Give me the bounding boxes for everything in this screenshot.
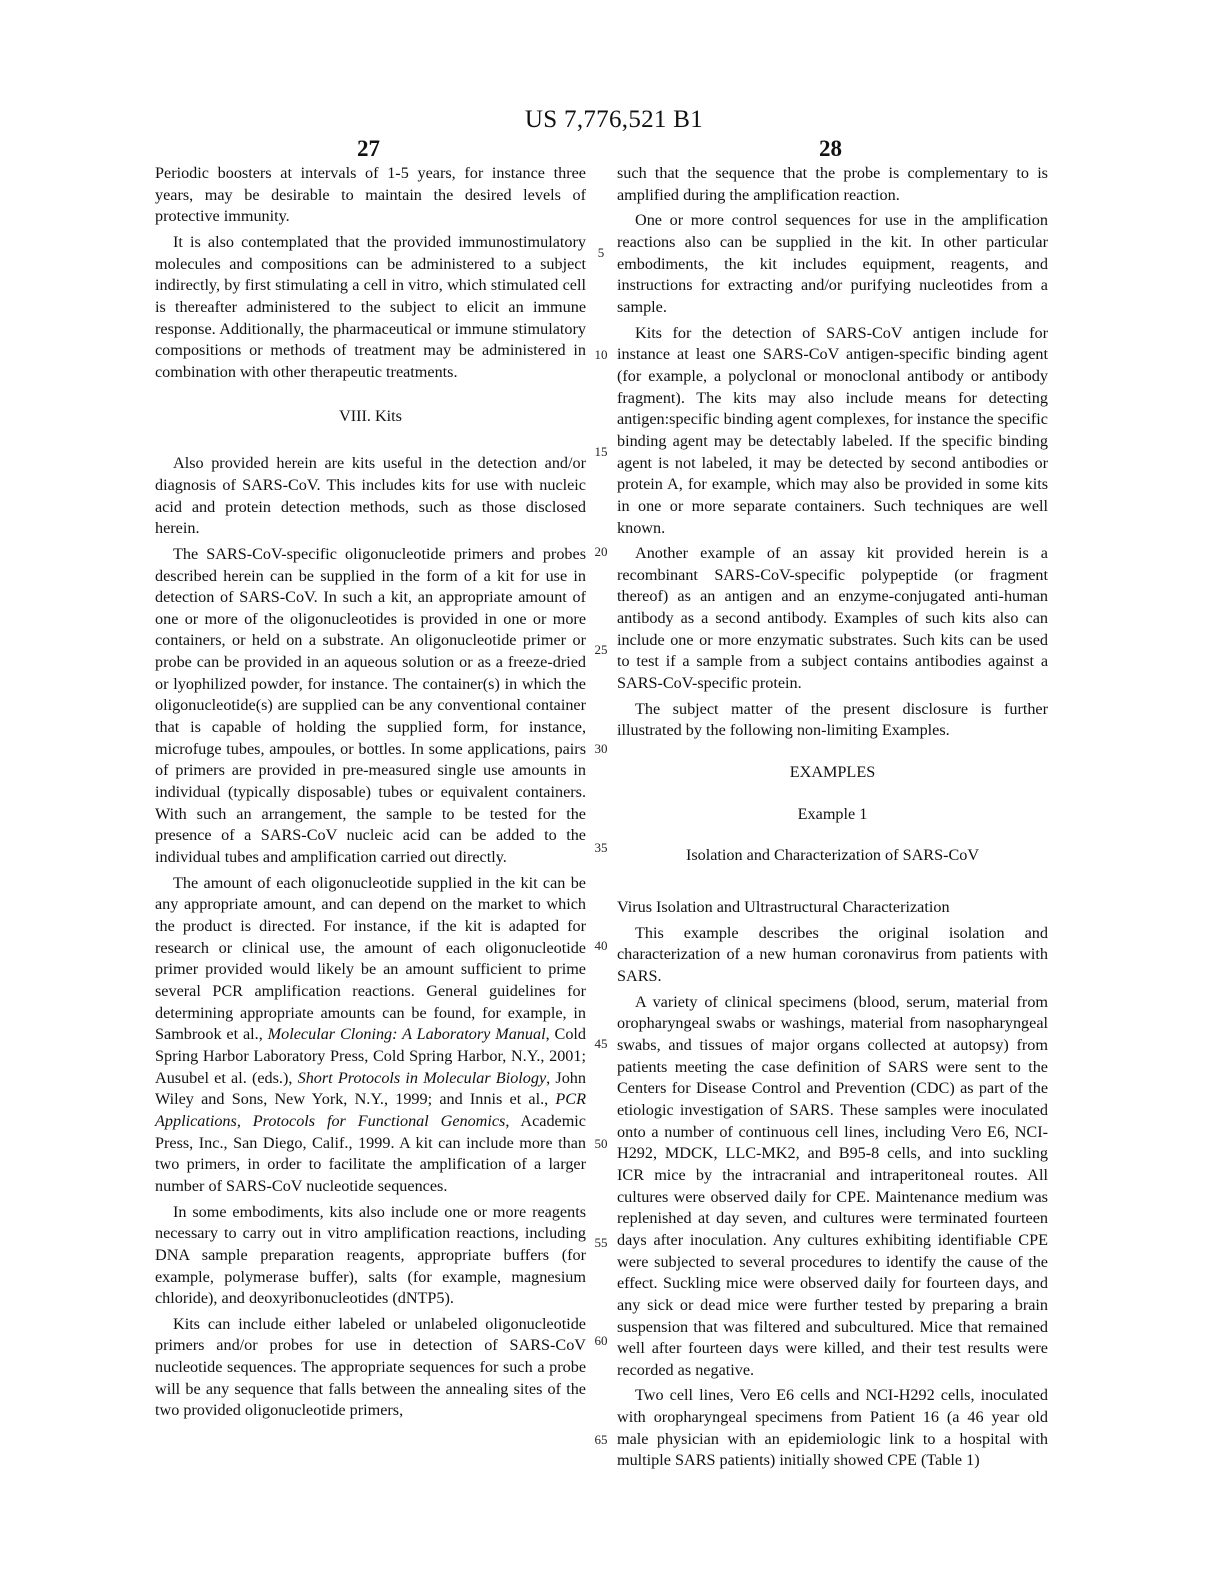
section-heading-kits: VIII. Kits	[339, 406, 402, 425]
paragraph: Two cell lines, Vero E6 cells and NCI-H292 cells, inoculated with oropharyngeal specimens from Patient 16 (a 46 year old male physician with an epidemiologic link to a hospital with multiple SARS patients) initially showed CPE (Table 1)	[617, 1386, 1048, 1470]
page-number-left: 27	[357, 136, 380, 161]
line-number: 50	[594, 1136, 608, 1151]
paragraph: In some embodiments, kits also include one or more reagents necessary to carry out in vitro amplification reactions, including DNA sample preparation reagents, appropriate buffers (for example, polymerase buffer), salts (for example, magnesium chloride), and deoxyribonucleotides (dNTP5).	[155, 1202, 586, 1308]
line-number: 30	[594, 741, 608, 756]
page-number-right: 28	[819, 136, 842, 161]
line-number: 10	[594, 347, 608, 362]
paragraph: Another example of an assay kit provided herein is a recombinant SARS-CoV-specific polypeptide (or fragment thereof) as an antigen and an enzyme-conjugated anti-human antibody as a second antibody. Examples of such kits also can include one or more enzymatic substrates. Such kits can be used to test if a sample from a subject contains antibodies against a SARS-CoV-specific protein.	[617, 544, 1048, 693]
line-number: 65	[594, 1432, 608, 1447]
paragraph: such that the sequence that the probe is complementary to is amplified during the amplification reaction.	[617, 164, 1048, 204]
heading-example-1: Example 1	[797, 804, 868, 823]
paragraph: One or more control sequences for use in the amplification reactions also can be supplied in the kit. In other particular embodiments, the kit includes equipment, reagents, and instructions for extracting and/or purifying nucleotides from a sample.	[617, 211, 1048, 316]
heading-examples: EXAMPLES	[789, 763, 876, 782]
paragraph: This example describes the original isolation and characterization of a new human coronavirus from patients with SARS.	[617, 923, 1048, 985]
line-number: 5	[597, 245, 605, 260]
line-number: 15	[594, 444, 608, 459]
paragraph: A variety of clinical specimens (blood, serum, material from oropharyngeal swabs or washings, material from nasopharyngeal swabs, and tissues of major organs collected at autopsy) from patients meeting the case definition of SARS were sent to the Centers for Disease Control and Prevention (CDC) as part of the etiologic investigation of SARS. These samples were inoculated onto a number of continuous cell lines, including Vero E6, NCI-H292, MDCK, LLC-MK2, and B95-8 cells, and into suckling ICR mice by the intracranial and intraperitoneal routes. All cultures were observed daily for CPE. Maintenance medium was replenished at day seven, and cultures were terminated fourteen days after inoculation. Any cultures exhibiting identifiable CPE were subjected to several procedures to identify the cause of the effect. Suckling mice were observed daily for fourteen days, and any sick or dead mice were further tested by preparing a brain suspension that was filtered and subcultured. Mice that remained well after fourteen days were killed, and their test results were recorded as negative.	[617, 992, 1048, 1379]
citation-title: Short Protocols in Molecular Biology	[297, 1068, 547, 1087]
subheading: Virus Isolation and Ultrastructural Characterization	[617, 898, 950, 917]
line-number: 25	[594, 642, 608, 657]
paragraph: The SARS-CoV-specific oligonucleotide primers and probes described herein can be supplied in the form of a kit for use in detection of SARS-CoV. In such a kit, an appropriate amount of one or more of the oligonucleotides is provided in one or more containers, or held on a substrate. An oligonucleotide primer or probe can be provided in an aqueous solution or as a freeze-dried or lyophilized powder, for instance. The container(s) in which the oligonucleotide(s) are supplied can be any conventional container that is capable of holding the supplied form, for instance, microfuge tubes, ampoules, or bottles. In some applications, pairs of primers are provided in pre-measured single use amounts in individual (typically disposable) tubes or equivalent containers. With such an arrangement, the sample to be tested for the presence of a SARS-CoV nucleic acid can be added to the individual tubes and amplification carried out directly.	[155, 544, 586, 867]
citation-title: PCR Applications, Protocols for Functional Genomics	[155, 1090, 586, 1130]
paragraph: The subject matter of the present disclosure is further illustrated by the following non-limiting Examples.	[617, 699, 1048, 740]
paragraph: Kits can include either labeled or unlabeled oligonucleotide primers and/or probes for use in detection of SARS-CoV nucleotide sequences. The appropriate sequences for such a probe will be any sequence that falls between the annealing sites of the two provided oligonucleotide primers,	[155, 1314, 586, 1420]
paragraph: Kits for the detection of SARS-CoV antigen include for instance at least one SARS-CoV antigen-specific binding agent (for example, a polyclonal or monoclonal antibody or antibody fragment). The kits may also include means for detecting antigen:specific binding agent complexes, for instance the specific binding agent may be detectably labeled. If the specific binding agent is not labeled, it may be detected by second antibodies or protein A, for example, which may also be provided in some kits in one or more separate containers. Such techniques are well known.	[617, 323, 1048, 537]
line-number: 60	[594, 1333, 608, 1348]
line-number: 20	[594, 544, 608, 559]
heading-isolation: Isolation and Characterization of SARS-CoV	[685, 846, 980, 865]
right-column	[617, 163, 1048, 1476]
line-number: 55	[594, 1235, 608, 1250]
line-number: 40	[594, 938, 608, 953]
left-column	[155, 163, 586, 1426]
paragraph: It is also contemplated that the provided immunostimulatory molecules and compositions can be administered to a subject indirectly, by first stimulating a cell in vitro, which stimulated cell is thereafter administered to the subject to elicit an immune response. Additionally, the pharmaceutical or immune stimulatory compositions or methods of treatment may be administered in combination with other therapeutic treatments.	[155, 232, 586, 381]
paragraph: Also provided herein are kits useful in the detection and/or diagnosis of SARS-CoV. This includes kits for use with nucleic acid and protein detection methods, such as those disclosed herein.	[155, 454, 586, 538]
line-number: 45	[594, 1036, 608, 1051]
paragraph: The amount of each oligonucleotide supplied in the kit can be any appropriate amount, and can depend on the market to which the product is directed. For instance, if the kit is adapted for research or clinical use, the amount of each oligonucleotide primer provided would likely be an amount sufficient to prime several PCR amplification reactions. General guidelines for determining appropriate amounts can be found, for example, in Sambrook et al., Molecular Cloning: A Laboratory Manual, Cold Spring Harbor Laboratory Press, Cold Spring Harbor, N.Y., 2001; Ausubel et al. (eds.), Short Protocols in Molecular Biology, John Wiley and Sons, New York, N.Y., 1999; and Innis et al., PCR Applications, Protocols for Functional Genomics, Academic Press, Inc., San Diego, Calif., 1999. A kit can include more than two primers, in order to facilitate the amplification of a larger number of SARS-CoV nucleotide sequences.	[155, 873, 587, 1195]
line-number: 35	[594, 840, 608, 855]
paragraph: Periodic boosters at intervals of 1-5 years, for instance three years, may be desirable to maintain the desired levels of protective immunity.	[155, 164, 586, 226]
citation-title: Molecular Cloning: A Laboratory Manual	[267, 1025, 546, 1044]
patent-number: US 7,776,521 B1	[524, 106, 704, 133]
